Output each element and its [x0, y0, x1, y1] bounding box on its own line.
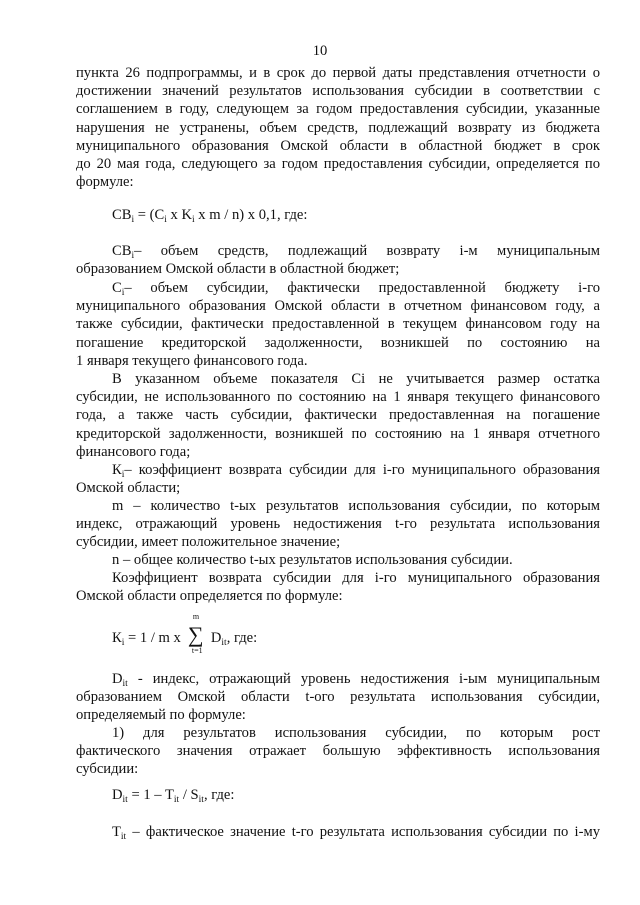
text-line: погашение кредиторской задолженности, возникшей по состоянию на: [76, 334, 600, 351]
page-number: 10: [312, 43, 328, 59]
text-line: кредиторской задолженности, возникшей по состоянию на 1 января отчетного: [76, 425, 600, 442]
formula-text: = (C: [134, 207, 165, 223]
formula-subscript: it: [173, 795, 180, 805]
formula-text: = 1 – T: [127, 787, 174, 803]
text-fragment: – объем средств, подлежащий возврату i-м муниципальным: [134, 243, 600, 259]
sum-lower-limit: t=1: [191, 646, 203, 655]
definition-ki: [76, 461, 600, 497]
text-fragment: – фактическое значение t-го результата использования субсидии по i-му: [132, 824, 601, 840]
formula-symbol: С: [112, 280, 122, 296]
paragraph-k-intro: [76, 569, 600, 605]
text-line: фактического значения отражает большую эффективность использования: [76, 743, 600, 760]
definition-tit: [76, 823, 600, 841]
formula-symbol: К: [112, 630, 122, 646]
text-line: муниципального образования Омской области в областной бюджет в срок: [76, 137, 600, 154]
sigma-symbol: ∑: [187, 622, 204, 647]
formula-subscript: it: [122, 679, 128, 689]
text-line: [76, 279, 600, 297]
definition-ci: [76, 279, 600, 370]
paragraph-intro: [76, 64, 600, 191]
formula-text: , где:: [203, 787, 235, 803]
text-line: также субсидии, фактически предоставленной в текущем финансовом году на: [76, 316, 600, 333]
text-line: достижении значений результатов использования субсидии в соответствии с: [76, 83, 600, 100]
formula-subscript: it: [198, 795, 204, 805]
formula-symbol: СВ: [112, 243, 132, 259]
formula-symbol: СВ: [112, 207, 132, 223]
formula-text: = 1 / m x: [124, 630, 181, 646]
formula-symbol: К: [112, 462, 122, 478]
text-line: [76, 823, 600, 841]
text-line: n – общее количество t-ых результатов использования субсидии.: [112, 552, 513, 568]
definition-dit: [76, 670, 600, 725]
formula-ki: [112, 612, 258, 655]
formula-subscript: it: [122, 795, 128, 805]
formula-cbi: [112, 206, 307, 224]
text-line: до 20 мая года, следующего за годом предоставления субсидии, определяется по: [76, 156, 600, 173]
text-line: нарушения не устранены, объем средств, подлежащий возврату из бюджета: [76, 119, 600, 136]
text-line: пункта 26 подпрограммы, и в срок до первой даты представления отчетности о: [76, 65, 600, 81]
text-line: Омской области;: [76, 480, 181, 497]
formula-symbol: D: [112, 671, 123, 687]
formula-subscript: i: [121, 288, 125, 298]
text-line: образованием Омской области t-ого результата использования субсидии,: [76, 689, 600, 706]
formula-subscript: i: [192, 215, 195, 225]
formula-symbol: D: [210, 630, 222, 646]
formula-subscript: i: [121, 638, 125, 648]
formula-subscript: i: [164, 215, 167, 225]
formula-dit: [112, 786, 234, 804]
summation-sign: [185, 612, 207, 655]
text-line: индекс, отражающий уровень недостижения t-го результата использования: [76, 516, 600, 533]
text-line: 1 января текущего финансового года.: [76, 352, 308, 369]
text-line: Омской области определяется по формуле:: [76, 588, 343, 605]
text-line: Коэффициент возврата субсидии для i-го муниципального образования: [112, 570, 600, 586]
text-line: субсидии:: [76, 761, 139, 778]
text-fragment: – коэффициент возврата субсидии для i-го муниципального образования: [124, 462, 600, 478]
definition-n: [76, 551, 600, 569]
paragraph-volume: [76, 370, 600, 461]
text-line: года, а также часть субсидии, фактически предоставленная на погашение: [76, 407, 600, 424]
text-line: образованием Омской области в областной бюджет;: [76, 261, 400, 278]
text-line: m – количество t-ых результатов использования субсидии, по которым: [112, 498, 600, 514]
formula-subscript: i: [131, 251, 135, 261]
text-line: муниципального образования Омской области в отчетном финансовом году, а: [76, 298, 600, 315]
text-line: определяемый по формуле:: [76, 707, 246, 724]
definition-cbi: [76, 242, 600, 278]
text-line: формуле:: [76, 174, 134, 191]
text-line: субсидии, имеет положительное значение;: [76, 534, 341, 551]
text-line: 1) для результатов использования субсидии, по которым рост: [112, 725, 600, 741]
formula-text: / S: [179, 787, 199, 803]
text-line: В указанном объеме показателя Ci не учитывается размер остатка: [112, 371, 600, 387]
text-fragment: – объем субсидии, фактически предоставленной бюджету i-го: [124, 280, 600, 296]
text-line: финансового года;: [76, 443, 191, 460]
formula-text: x K: [166, 207, 193, 223]
paragraph-case-1: [76, 724, 600, 779]
text-line: соглашением в году, следующем за годом предоставления субсидии, указанные: [76, 101, 600, 118]
formula-text: , где:: [226, 630, 258, 646]
text-line: [76, 242, 600, 260]
formula-symbol: Т: [112, 824, 121, 840]
definition-m: [76, 497, 600, 552]
sum-upper-limit: m: [192, 612, 200, 621]
text-line: субсидии, не использованного по состоянию на 1 января текущего финансового: [76, 389, 600, 406]
text-line: [76, 670, 600, 688]
formula-subscript: i: [121, 470, 125, 480]
text-line: [76, 461, 600, 479]
formula-subscript: it: [221, 638, 227, 648]
text-fragment: - индекс, отражающий уровень недостижения i-ым муниципальным: [137, 671, 600, 687]
formula-text: x m / n) x 0,1, где:: [194, 207, 308, 223]
formula-subscript: i: [131, 215, 135, 225]
formula-symbol: D: [112, 787, 123, 803]
formula-subscript: it: [120, 832, 127, 842]
